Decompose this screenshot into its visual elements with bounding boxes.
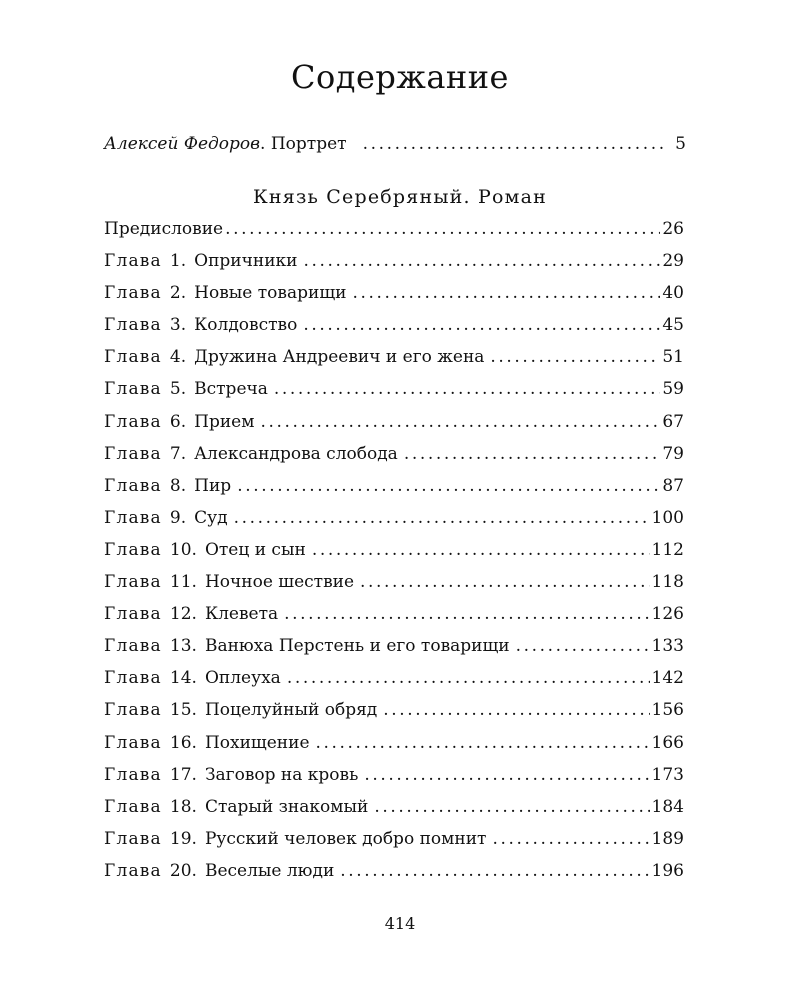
chapter-number: 1. xyxy=(169,251,187,271)
chapter-number: 16. xyxy=(169,733,197,753)
toc-entry-text xyxy=(104,134,353,154)
dot-leader xyxy=(287,670,650,687)
toc-entry-text xyxy=(104,315,303,335)
toc-entry-chapter xyxy=(104,765,684,793)
chapter-title: Пир xyxy=(194,476,232,496)
toc-entry-page: 29 xyxy=(662,251,684,271)
toc-entry-text xyxy=(104,572,360,592)
toc-entry-page: 126 xyxy=(651,604,684,624)
toc-entry-page: 156 xyxy=(651,700,684,720)
chapter-number: 3. xyxy=(169,315,187,335)
chapter-title: Суд xyxy=(194,508,228,528)
chapter-word: Глава xyxy=(104,508,162,528)
toc-entry-chapter xyxy=(104,315,684,343)
toc-entry-text xyxy=(104,829,492,849)
chapter-word: Глава xyxy=(104,572,162,592)
chapter-word: Глава xyxy=(104,412,162,432)
chapter-word: Глава xyxy=(104,283,162,303)
page-title: Содержание xyxy=(291,58,509,96)
toc-entry-chapter xyxy=(104,668,684,696)
chapter-number: 17. xyxy=(169,765,197,785)
toc-entry-chapter xyxy=(104,572,684,600)
chapter-word: Глава xyxy=(104,765,162,785)
chapter-number: 11. xyxy=(169,572,197,592)
chapter-word: Глава xyxy=(104,347,162,367)
chapter-number: 8. xyxy=(169,476,187,496)
toc-entry-text xyxy=(104,412,260,432)
chapter-number: 18. xyxy=(169,797,197,817)
toc-entry-preface xyxy=(104,219,684,247)
chapter-word: Глава xyxy=(104,861,162,881)
chapter-title: Клевета xyxy=(204,604,279,624)
dot-leader xyxy=(260,414,660,431)
toc-entry-chapter xyxy=(104,829,684,857)
toc-entry-chapter xyxy=(104,283,684,311)
toc-entry-chapter xyxy=(104,733,684,761)
toc-entry-page: 184 xyxy=(651,797,684,817)
toc-entry-title: Портрет xyxy=(270,134,347,154)
dot-leader xyxy=(237,478,660,495)
toc-entry-chapter xyxy=(104,412,684,440)
toc-entry-text xyxy=(104,347,490,367)
chapter-number: 6. xyxy=(169,412,187,432)
toc-entry-text xyxy=(104,797,374,817)
dot-leader xyxy=(490,349,660,366)
dot-leader xyxy=(340,863,649,880)
toc-entry-page: 142 xyxy=(651,668,684,688)
toc-entry-text xyxy=(104,604,284,624)
chapter-number: 4. xyxy=(169,347,187,367)
toc-entry-page: 112 xyxy=(651,540,684,560)
toc-entry-text xyxy=(104,668,287,688)
toc-entry-chapter xyxy=(104,379,684,407)
chapter-word: Глава xyxy=(104,797,162,817)
toc-entry-page: 166 xyxy=(651,733,684,753)
toc-entry-chapter xyxy=(104,347,684,375)
toc-entry-text xyxy=(104,861,340,881)
toc-entry-title: Предисловие xyxy=(104,219,224,239)
toc-entry-page: 5 xyxy=(675,134,686,154)
chapter-title: Старый знакомый xyxy=(204,797,369,817)
chapter-number: 9. xyxy=(169,508,187,528)
toc-entry-text xyxy=(104,508,234,528)
toc-entry-text xyxy=(104,765,364,785)
toc-entry-page: 173 xyxy=(651,765,684,785)
chapter-title: Заговор на кровь xyxy=(204,765,359,785)
chapter-title: Отец и сын xyxy=(204,540,306,560)
dot-leader xyxy=(492,831,649,848)
dot-leader xyxy=(234,510,650,527)
toc-entry-text xyxy=(104,636,516,656)
toc-entry-page: 87 xyxy=(662,476,684,496)
toc-entry-chapter xyxy=(104,700,684,728)
toc-entry-text xyxy=(104,540,312,560)
chapter-title: Колдовство xyxy=(194,315,298,335)
chapter-title: Оплеуха xyxy=(204,668,281,688)
toc-entry-chapter xyxy=(104,444,684,472)
toc-entry-chapter xyxy=(104,797,684,825)
chapter-word: Глава xyxy=(104,379,162,399)
chapter-word: Глава xyxy=(104,444,162,464)
dot-leader xyxy=(374,799,649,816)
chapter-title: Прием xyxy=(194,412,255,432)
chapter-number: 14. xyxy=(169,668,197,688)
chapter-title: Новые товарищи xyxy=(194,283,347,303)
toc-entry-page: 26 xyxy=(662,219,684,239)
chapter-title: Похищение xyxy=(204,733,310,753)
chapter-number: 2. xyxy=(169,283,187,303)
page-number: 414 xyxy=(384,914,416,933)
toc-entry-text xyxy=(104,379,274,399)
chapter-word: Глава xyxy=(104,700,162,720)
dot-leader xyxy=(516,638,650,655)
toc-entry-page: 40 xyxy=(662,283,684,303)
chapter-title: Веселые люди xyxy=(204,861,335,881)
toc-entry-text xyxy=(104,251,303,271)
toc-entry-page: 189 xyxy=(651,829,684,849)
toc-entry-page: 196 xyxy=(651,861,684,881)
dot-leader xyxy=(404,446,661,463)
chapter-title: Поцелуйный обряд xyxy=(204,700,378,720)
toc-entry-page: 67 xyxy=(662,412,684,432)
toc-entry-chapter xyxy=(104,251,684,279)
toc-entry-page: 100 xyxy=(651,508,684,528)
dot-leader xyxy=(352,285,660,302)
section-title: Князь Серебряный. Роман xyxy=(253,186,547,208)
toc-entry-chapter xyxy=(104,508,684,536)
chapter-word: Глава xyxy=(104,668,162,688)
chapter-word: Глава xyxy=(104,315,162,335)
chapter-number: 5. xyxy=(169,379,187,399)
chapter-number: 19. xyxy=(169,829,197,849)
dot-leader xyxy=(225,221,660,238)
chapter-number: 12. xyxy=(169,604,197,624)
toc-entry-chapter xyxy=(104,476,684,504)
chapter-title: Ночное шествие xyxy=(204,572,355,592)
chapter-number: 7. xyxy=(169,444,187,464)
toc-entry-portrait xyxy=(104,134,686,162)
dot-leader xyxy=(312,542,650,559)
toc-entry-chapter xyxy=(104,636,684,664)
toc-entry-chapter xyxy=(104,604,684,632)
dot-leader xyxy=(303,317,660,334)
toc-entry-text xyxy=(104,476,237,496)
dot-leader xyxy=(284,606,649,623)
toc-entry-chapter xyxy=(104,861,684,889)
toc-entry-text xyxy=(104,700,383,720)
chapter-word: Глава xyxy=(104,604,162,624)
toc-entry-author: Алексей Федоров xyxy=(104,134,261,154)
toc-entry-page: 45 xyxy=(662,315,684,335)
dot-leader xyxy=(360,574,650,591)
toc-entry-text xyxy=(104,444,404,464)
chapter-title: Опричники xyxy=(194,251,298,271)
chapter-word: Глава xyxy=(104,733,162,753)
dot-leader xyxy=(316,735,650,752)
chapter-title: Русский человек добро помнит xyxy=(204,829,487,849)
toc-entry-page: 59 xyxy=(662,379,684,399)
chapter-title: Дружина Андреевич и его жена xyxy=(194,347,485,367)
chapter-number: 10. xyxy=(169,540,197,560)
toc-entry-page: 118 xyxy=(651,572,684,592)
toc-entry-page: 51 xyxy=(662,347,684,367)
dot-leader xyxy=(353,136,668,153)
chapter-title: Александрова слобода xyxy=(194,444,398,464)
chapter-number: 20. xyxy=(169,861,197,881)
dot-leader xyxy=(303,253,660,270)
chapter-title: Ванюха Перстень и его товарищи xyxy=(204,636,510,656)
chapter-word: Глава xyxy=(104,476,162,496)
chapter-word: Глава xyxy=(104,829,162,849)
chapter-word: Глава xyxy=(104,636,162,656)
dot-leader xyxy=(364,767,649,784)
chapter-number: 15. xyxy=(169,700,197,720)
toc-entry-separator: . xyxy=(260,134,271,154)
chapter-word: Глава xyxy=(104,540,162,560)
toc-entry-chapter xyxy=(104,540,684,568)
toc-entry-text xyxy=(104,283,352,303)
chapter-word: Глава xyxy=(104,251,162,271)
toc-entry-page: 79 xyxy=(662,444,684,464)
toc-entry-text xyxy=(104,733,316,753)
chapter-number: 13. xyxy=(169,636,197,656)
toc-entry-page: 133 xyxy=(651,636,684,656)
chapter-title: Встреча xyxy=(194,379,268,399)
dot-leader xyxy=(383,702,649,719)
dot-leader xyxy=(274,381,660,398)
